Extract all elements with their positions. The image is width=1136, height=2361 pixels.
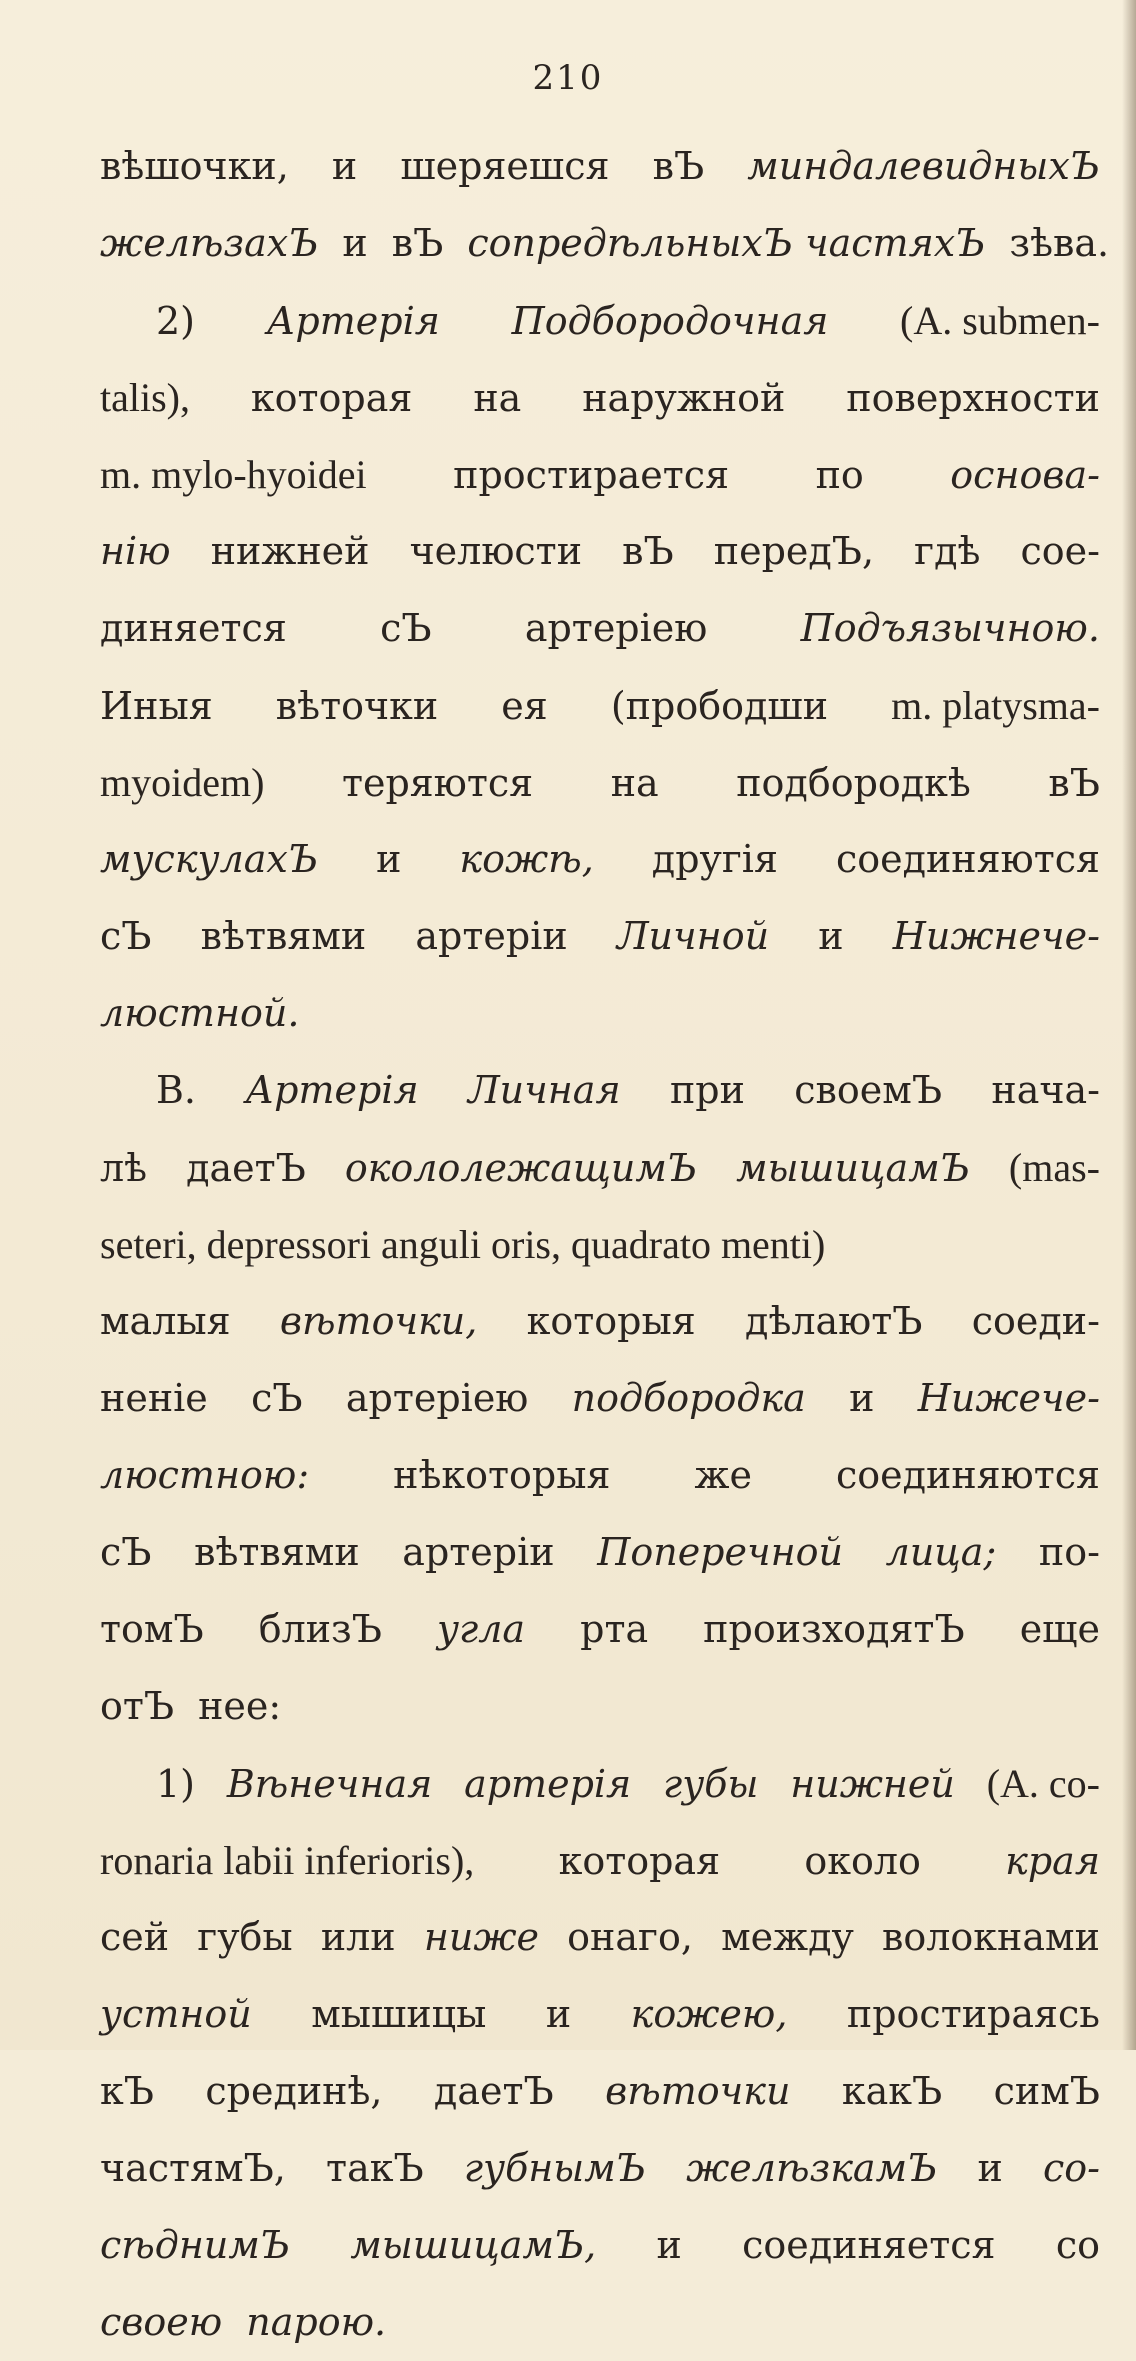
word: между	[721, 1915, 854, 1959]
word: малыя	[100, 1299, 231, 1343]
italic-term: вѣточки	[605, 2069, 791, 2113]
italic-term: угла	[436, 1607, 526, 1651]
word: и	[849, 1376, 875, 1420]
word: онаго,	[567, 1915, 693, 1959]
word: нижней	[210, 529, 370, 573]
word: диняется	[100, 606, 287, 650]
text-line	[100, 2207, 1100, 2284]
word: нее:	[198, 1684, 282, 1728]
word: B.	[156, 1068, 197, 1112]
word: такЪ	[326, 2146, 424, 2190]
italic-term: миндалевидныхЪ	[747, 144, 1100, 188]
italic-term: артерія	[464, 1762, 632, 1806]
word: (A. submen-	[900, 298, 1100, 343]
italic-term: со-	[1042, 2146, 1100, 2190]
text-line	[100, 898, 1100, 975]
italic-term: лица;	[885, 1530, 997, 1574]
text-line	[100, 1514, 1100, 1591]
word: еще	[1019, 1607, 1100, 1651]
page-edge-shadow	[1122, 0, 1136, 2050]
word: нѣкоторыя	[393, 1453, 611, 1497]
text-line	[100, 1822, 1100, 1899]
italic-term: люстной.	[100, 991, 300, 1035]
word: ея	[501, 684, 548, 728]
text-line	[100, 513, 1100, 590]
text-line	[100, 667, 1100, 744]
word: наружной	[582, 376, 786, 420]
word: и	[331, 144, 358, 188]
word: сое-	[1020, 529, 1100, 573]
word: гдѣ	[914, 529, 981, 573]
word: при	[669, 1068, 745, 1112]
word: неніе	[100, 1376, 208, 1420]
word: ronaria labii inferioris),	[100, 1838, 475, 1883]
word: вѣтвями	[200, 914, 367, 958]
italic-term: губнымЪ	[463, 2146, 646, 2190]
word: и	[545, 1992, 572, 2036]
word: рта	[580, 1607, 649, 1651]
word: отЪ	[100, 1684, 175, 1728]
italic-term: нію	[100, 529, 171, 573]
text-line	[100, 1976, 1100, 2053]
word: вѣтвями	[194, 1530, 360, 1574]
text-line	[100, 1129, 1100, 1206]
word: шеряешся	[400, 144, 610, 188]
text-line	[100, 1899, 1100, 1976]
word: вѣшочки,	[100, 144, 289, 188]
text-line	[100, 128, 1100, 205]
word: seteri, depressori anguli oris, quadrato menti)	[100, 1222, 826, 1267]
text-line	[100, 744, 1100, 821]
word: кЪ	[100, 2069, 154, 2113]
word: томЪ	[100, 1607, 204, 1651]
italic-term: нижней	[790, 1762, 955, 1806]
word: Иныя	[100, 684, 213, 728]
text-line	[100, 1668, 1100, 1745]
word: простираясь	[846, 1992, 1100, 2036]
italic-term: мускулахЪ	[100, 837, 319, 881]
word: лѣ	[100, 1146, 148, 1190]
word: которая	[558, 1839, 721, 1883]
word: на	[473, 376, 522, 420]
italic-term: люстною:	[100, 1453, 310, 1497]
word: m. platysma-	[891, 683, 1100, 728]
word: вЪ	[622, 529, 674, 573]
word: сЪ	[380, 606, 432, 650]
text-line	[100, 2284, 1100, 2361]
word: 1)	[156, 1762, 196, 1806]
word: дѣлаютЪ	[745, 1299, 923, 1343]
italic-term: Подъязычною.	[800, 606, 1100, 650]
word: теряются	[341, 761, 534, 805]
italic-term: желѣзкамЪ	[686, 2146, 938, 2190]
text-line	[100, 282, 1100, 359]
italic-term: Личная	[467, 1068, 621, 1112]
word: губы	[197, 1915, 293, 1959]
word: которыя	[526, 1299, 696, 1343]
italic-term: кожѣ,	[459, 837, 594, 881]
italic-term: Подбородочная	[511, 299, 829, 343]
italic-term: мышицамЪ,	[350, 2223, 597, 2267]
italic-term: окололежащимЪ	[344, 1146, 698, 1190]
text-line	[100, 1745, 1100, 1822]
italic-term: Нижече-	[917, 1376, 1100, 1420]
italic-term: губы	[663, 1762, 759, 1806]
italic-term: желѣзахЪ	[100, 221, 319, 265]
word: соеди-	[971, 1299, 1100, 1343]
text-line	[100, 821, 1100, 898]
italic-term: вѣточки,	[279, 1299, 478, 1343]
text-line	[100, 2130, 1100, 2207]
word: myoidem)	[100, 760, 265, 805]
italic-term: ниже	[423, 1915, 539, 1959]
word: и	[656, 2223, 682, 2267]
italic-term: Артерія	[266, 299, 440, 343]
word: вЪ	[652, 144, 705, 188]
word: соединяются	[835, 1453, 1100, 1497]
word: простирается	[453, 453, 730, 497]
word: своемЪ	[794, 1068, 943, 1112]
word: вЪ	[391, 221, 444, 265]
word: 2)	[156, 299, 196, 343]
word: симЪ	[993, 2069, 1100, 2113]
page-number: 210	[532, 58, 604, 98]
word: срединѣ,	[205, 2069, 383, 2113]
italic-term: сопредѣльныхЪ частяхЪ	[467, 221, 986, 265]
word: сЪ	[251, 1376, 303, 1420]
text-line	[100, 436, 1100, 513]
italic-term: мышицамЪ	[736, 1146, 970, 1190]
word: вѣточки	[275, 684, 439, 728]
text-line	[100, 1591, 1100, 1668]
text-line	[100, 1283, 1100, 1360]
word: произходятЪ	[703, 1607, 965, 1651]
word: же	[694, 1453, 752, 1497]
text-line	[100, 205, 1110, 282]
word: на	[610, 761, 659, 805]
word: соединяется	[742, 2223, 996, 2267]
word: артеріи	[402, 1530, 555, 1574]
italic-term: кожею,	[630, 1992, 788, 2036]
word: которая	[250, 376, 413, 420]
word: нача-	[991, 1068, 1100, 1112]
word: (прободши	[610, 684, 829, 728]
word: артеріею	[345, 1376, 529, 1420]
word: артеріею	[524, 606, 708, 650]
word: (A. co-	[986, 1761, 1100, 1806]
word: другія	[651, 837, 778, 881]
italic-term: сѣднимЪ	[100, 2223, 291, 2267]
text-line	[100, 359, 1100, 436]
word: близЪ	[258, 1607, 382, 1651]
word: сей	[100, 1915, 170, 1959]
word: и	[818, 914, 844, 958]
word: по	[815, 453, 864, 497]
text-line	[100, 1437, 1100, 1514]
word: около	[804, 1839, 921, 1883]
word: по-	[1038, 1530, 1100, 1574]
text-line	[100, 975, 1100, 1052]
word: челюсти	[409, 529, 583, 573]
text-line	[100, 1052, 1100, 1129]
italic-term: парою.	[246, 2300, 387, 2344]
word: m. mylo-hyoidei	[100, 452, 367, 497]
italic-term: подбородка	[571, 1376, 806, 1420]
text-line	[100, 2053, 1100, 2130]
word: подбородкѣ	[736, 761, 971, 805]
word: соединяются	[835, 837, 1100, 881]
word: вЪ	[1048, 761, 1100, 805]
word: какЪ	[841, 2069, 943, 2113]
italic-term: своею	[100, 2300, 223, 2344]
italic-term: края	[1005, 1839, 1100, 1883]
word: со	[1055, 2223, 1100, 2267]
text-line	[100, 1360, 1100, 1437]
word: или	[320, 1915, 396, 1959]
word: даетЪ	[186, 1146, 306, 1190]
word: поверхности	[846, 376, 1100, 420]
word: (mas-	[1008, 1145, 1100, 1190]
word: и	[342, 221, 368, 265]
word: волокнами	[882, 1915, 1100, 1959]
word: talis),	[100, 375, 190, 420]
text-line	[100, 590, 1100, 667]
text-line	[100, 1206, 1100, 1283]
italic-term: основа-	[950, 453, 1100, 497]
italic-term: Личной	[616, 914, 770, 958]
word: зѣва.	[1009, 221, 1110, 265]
italic-term: Поперечной	[597, 1530, 844, 1574]
italic-term: Вѣнечная	[226, 1762, 433, 1806]
word: и	[376, 837, 402, 881]
word: мышицы	[311, 1992, 487, 2036]
italic-term: Артерія	[245, 1068, 419, 1112]
italic-term: устной	[100, 1992, 252, 2036]
word: и	[977, 2146, 1003, 2190]
word: артеріи	[415, 914, 568, 958]
word: сЪ	[100, 1530, 152, 1574]
word: сЪ	[100, 914, 152, 958]
word: частямЪ,	[100, 2146, 286, 2190]
italic-term: Нижнече-	[892, 914, 1100, 958]
word: даетЪ	[433, 2069, 554, 2113]
body-text	[100, 128, 1110, 2361]
word: передЪ,	[713, 529, 875, 573]
